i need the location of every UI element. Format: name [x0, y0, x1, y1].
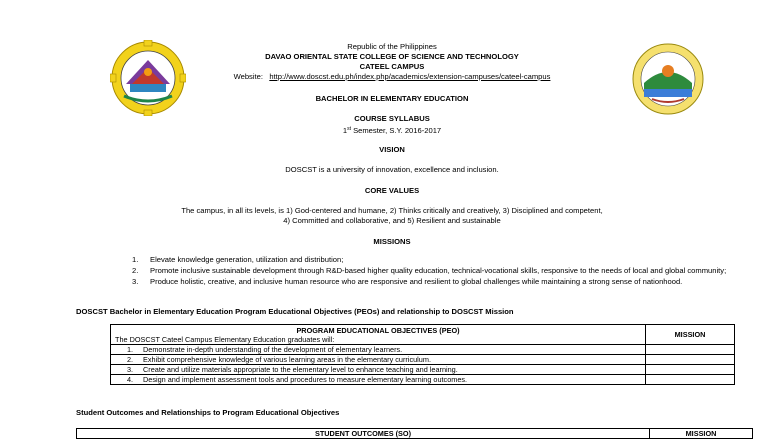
mission-item [132, 277, 726, 288]
mission-num: 3. [132, 276, 139, 286]
table-row [111, 325, 735, 345]
semester-num: 1 [342, 126, 348, 135]
peo-num: 3. [127, 365, 134, 374]
peo-mission-cell [646, 355, 735, 365]
so-table-header: STUDENT OUTCOMES (SO) [77, 429, 650, 439]
mission-text: Promote inclusive sustainable development through R&D-based higher quality education, technical-vocational skills, responsive to the needs of local and global community; [150, 265, 727, 275]
table-row [77, 429, 753, 439]
peo-table [110, 324, 735, 385]
so-mission-header: MISSION [650, 429, 753, 439]
peo-text: Demonstrate in-depth understanding of the development of elementary learners. [143, 345, 403, 354]
table-row [111, 345, 735, 355]
peo-mission-cell [646, 365, 735, 375]
peo-mission-cell [646, 375, 735, 385]
missions-heading: MISSIONS [373, 237, 411, 246]
peo-intro: The DOSCST Cateel Campus Elementary Education graduates will: [115, 335, 335, 344]
peo-mission-cell [646, 345, 735, 355]
mission-num: 2. [132, 265, 139, 275]
mission-text: Produce holistic, creative, and inclusive human resource who are responsive and resilient to global challenges while maintaining a strong sense of nationhood. [150, 276, 683, 286]
mission-text: Elevate knowledge generation, utilization and distribution; [150, 255, 344, 264]
peo-text: Create and utilize materials appropriate to the elementary level to enhance teaching and learning. [143, 365, 458, 374]
mission-item [132, 266, 726, 277]
republic-line: Republic of the Philippines [347, 42, 437, 51]
core-values-line1: The campus, in all its levels, is 1) God-centered and humane, 2) Thinks critically and creatively, 3) Disciplined and competent, [181, 206, 603, 215]
program-title: BACHELOR IN ELEMENTARY EDUCATION [315, 94, 469, 103]
core-values-line2: 4) Committed and collaborative, and 5) Resilient and sustainable [283, 216, 501, 225]
peo-header-cell [111, 325, 646, 345]
semester-sup: st [347, 126, 351, 132]
peo-mission-header: MISSION [646, 325, 735, 345]
campus-name: CATEEL CAMPUS [359, 62, 425, 71]
table-row [111, 355, 735, 365]
website-link[interactable]: http://www.doscst.edu.ph/index.php/academics/extension-campuses/cateel-campus [269, 72, 551, 81]
so-table [76, 428, 753, 439]
college-name: DAVAO ORIENTAL STATE COLLEGE OF SCIENCE AND TECHNOLOGY [265, 52, 519, 61]
peo-section-heading: DOSCST Bachelor in Elementary Education Program Educational Objectives (PEOs) and relationship to DOSCST Mission [76, 307, 514, 316]
peo-text: Exhibit comprehensive knowledge of various learning areas in the elementary curriculum. [143, 355, 431, 364]
vision-heading: VISION [379, 145, 405, 154]
missions-list [132, 255, 726, 287]
vision-text: DOSCST is a university of innovation, excellence and inclusion. [285, 165, 499, 174]
semester-rest: Semester, S.Y. 2016-2017 [350, 126, 442, 135]
website-label: Website: [233, 72, 263, 81]
peo-cell [111, 375, 646, 385]
peo-cell [111, 345, 646, 355]
peo-text: Design and implement assessment tools and procedures to measure elementary learning outcomes. [143, 375, 468, 384]
peo-table-header: PROGRAM EDUCATIONAL OBJECTIVES (PEO) [296, 326, 460, 335]
peo-cell [111, 365, 646, 375]
peo-num: 4. [127, 375, 134, 384]
peo-num: 1. [127, 345, 134, 354]
core-values-heading: CORE VALUES [364, 186, 420, 195]
table-row [111, 375, 735, 385]
website-line [120, 72, 664, 82]
mission-num: 1. [132, 255, 139, 264]
so-section-heading: Student Outcomes and Relationships to Program Educational Objectives [76, 408, 340, 417]
table-row [111, 365, 735, 375]
peo-num: 2. [127, 355, 134, 364]
mission-item [132, 255, 726, 266]
syllabus-title: COURSE SYLLABUS [354, 114, 430, 123]
peo-cell [111, 355, 646, 365]
semester-line [150, 124, 634, 136]
